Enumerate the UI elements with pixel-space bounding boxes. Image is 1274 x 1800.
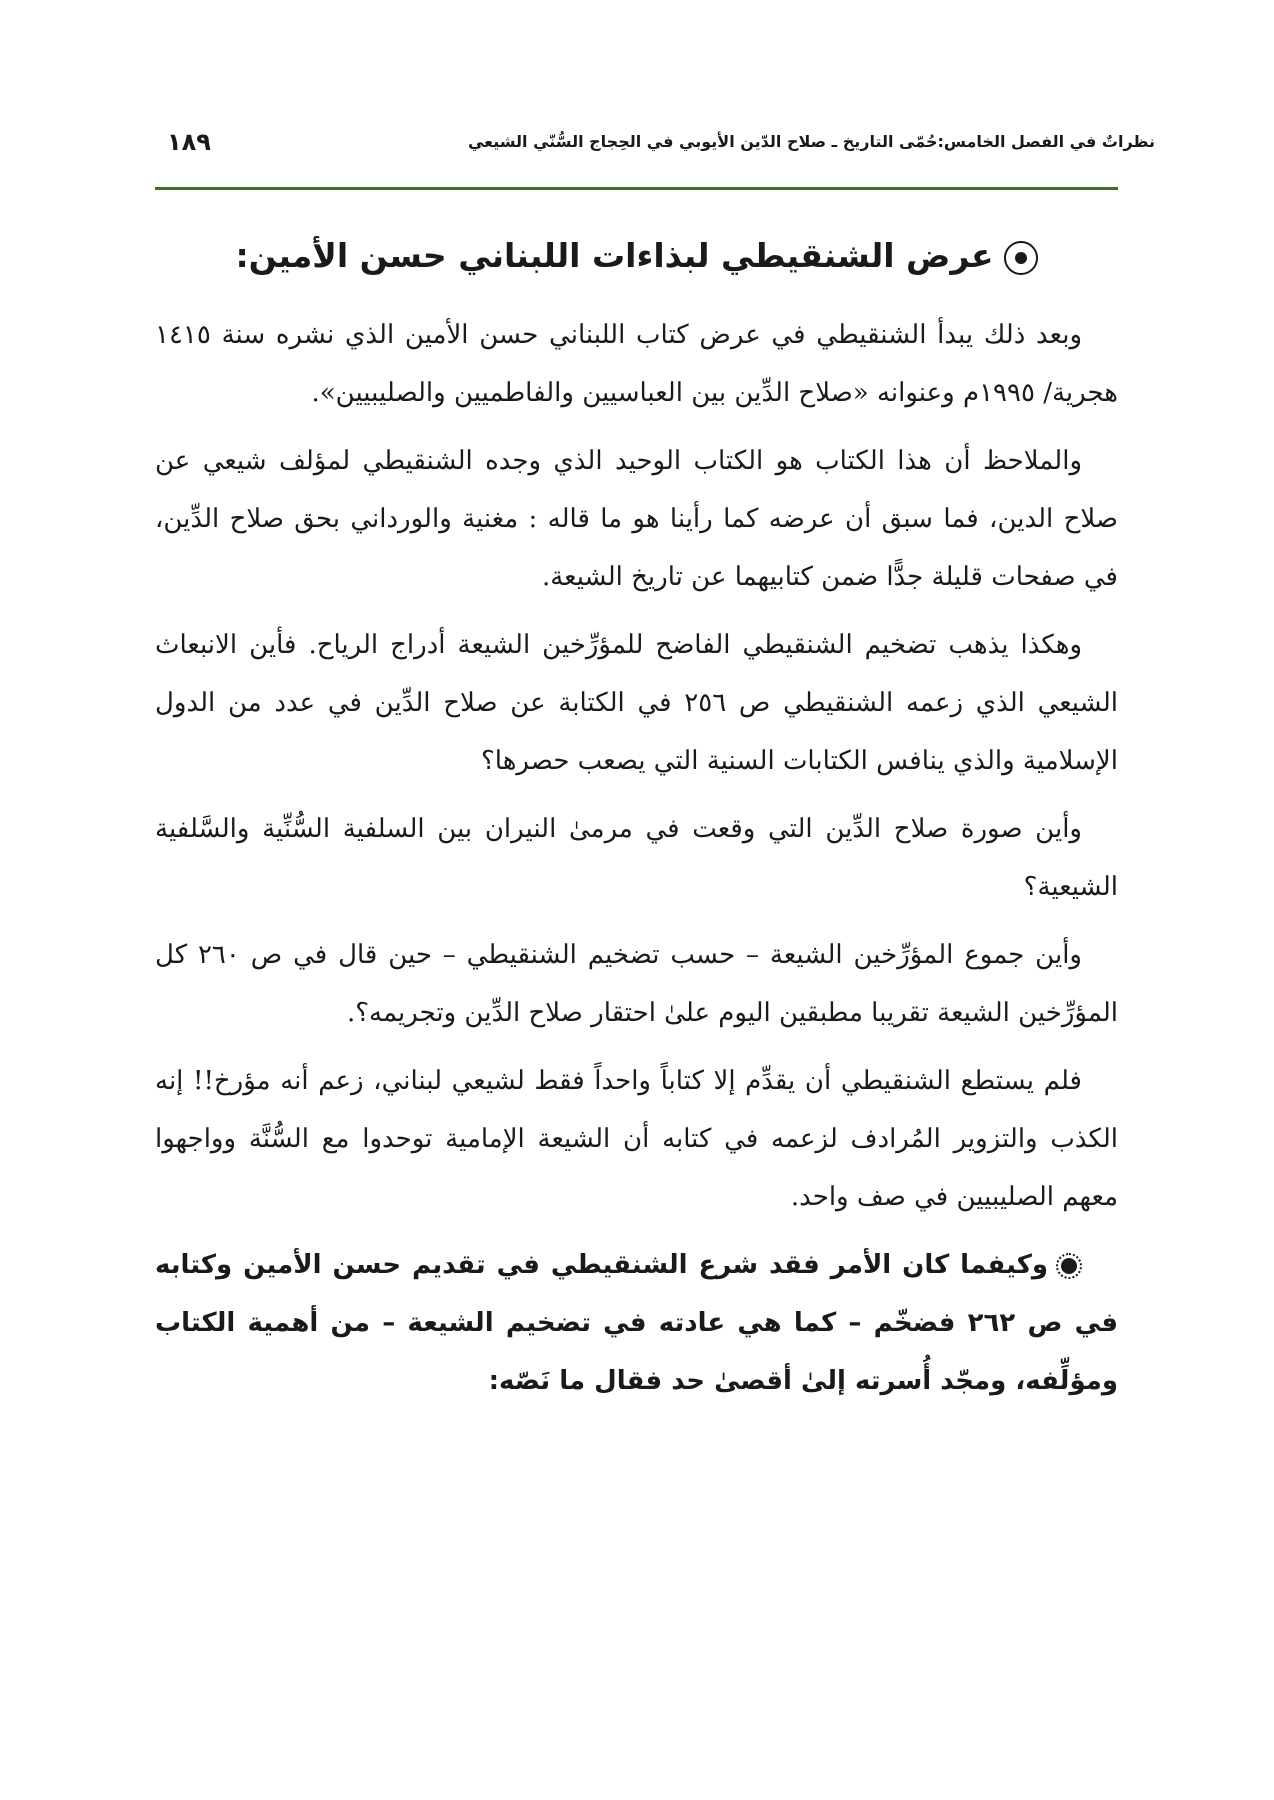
paragraph: فلم يستطع الشنقيطي أن يقدِّم إلا كتاباً واحداً فقط لشيعي لبناني، زعم أنه مؤرخ!! إنه الكذب والتزوير المُرادف لزعمه في كتابه أن الشيعة الإمامية توحدوا مع السُّنَّة وواجهوا معهم الصليبيين في صف واحد. (155, 1066, 1118, 1212)
page-body (155, 210, 1118, 1420)
section-heading (155, 224, 1118, 288)
header-rule (155, 187, 1118, 190)
dotted-circle-bullet-icon (1056, 1253, 1082, 1279)
running-title: نظراتٌ في الفصل الخامس:حُمّى التاريخ ـ صلاح الدّين الأيوبي في الحِجاج السُّنّي الشيعي (467, 132, 1155, 151)
page-number: ١٨٩ (167, 128, 211, 156)
paragraph: وهكذا يذهب تضخيم الشنقيطي الفاضح للمؤرِّخين الشيعة أدراج الرياح. فأين الانبعاث الشيعي الذي زعمه الشنقيطي ص ٢٥٦ في الكتابة عن صلاح الدِّين في عدد من الدول الإسلامية والذي ينافس الكتابات السنية التي يصعب حصرها؟ (155, 630, 1118, 776)
page-header (155, 118, 1155, 178)
circled-dot-icon (1004, 241, 1038, 275)
paragraph: وأين جموع المؤرِّخين الشيعة – حسب تضخيم الشنقيطي – حين قال في ص ٢٦٠ كل المؤرِّخين الشيعة تقريبا مطبقين اليوم علىٰ احتقار صلاح الدِّين وتجريمه؟. (155, 940, 1118, 1028)
bold-paragraph-text: وكيفما كان الأمر فقد شرع الشنقيطي في تقديم حسن الأمين وكتابه في ص ٢٦٢ فضخّم – كما هي عادته في تضخيم الشيعة – من أهمية الكتاب ومؤلِّفه، ومجّد أُسرته إلىٰ أقصىٰ حد فقال ما نَصّه: (155, 1250, 1118, 1396)
paragraph: وأين صورة صلاح الدِّين التي وقعت في مرمىٰ النيران بين السلفية السُّنِّية والسَّلفية الشيعية؟ (155, 814, 1118, 902)
paragraph: وبعد ذلك يبدأ الشنقيطي في عرض كتاب اللبناني حسن الأمين الذي نشره سنة ١٤١٥ هجرية/ ١٩٩٥م وعنوانه «صلاح الدِّين بين العباسيين والفاطميين والصليبيين». (155, 320, 1118, 408)
bold-paragraph (155, 1236, 1118, 1410)
paragraph: والملاحظ أن هذا الكتاب هو الكتاب الوحيد الذي وجده الشنقيطي لمؤلف شيعي عن صلاح الدين، فما سبق أن عرضه كما رأينا هو ما قاله : مغنية والورداني بحق صلاح الدِّين، في صفحات قليلة جدًّا ضمن كتابيهما عن تاريخ الشيعة. (155, 446, 1118, 592)
section-heading-text: عرض الشنقيطي لبذاءات اللبناني حسن الأمين: (235, 236, 994, 275)
